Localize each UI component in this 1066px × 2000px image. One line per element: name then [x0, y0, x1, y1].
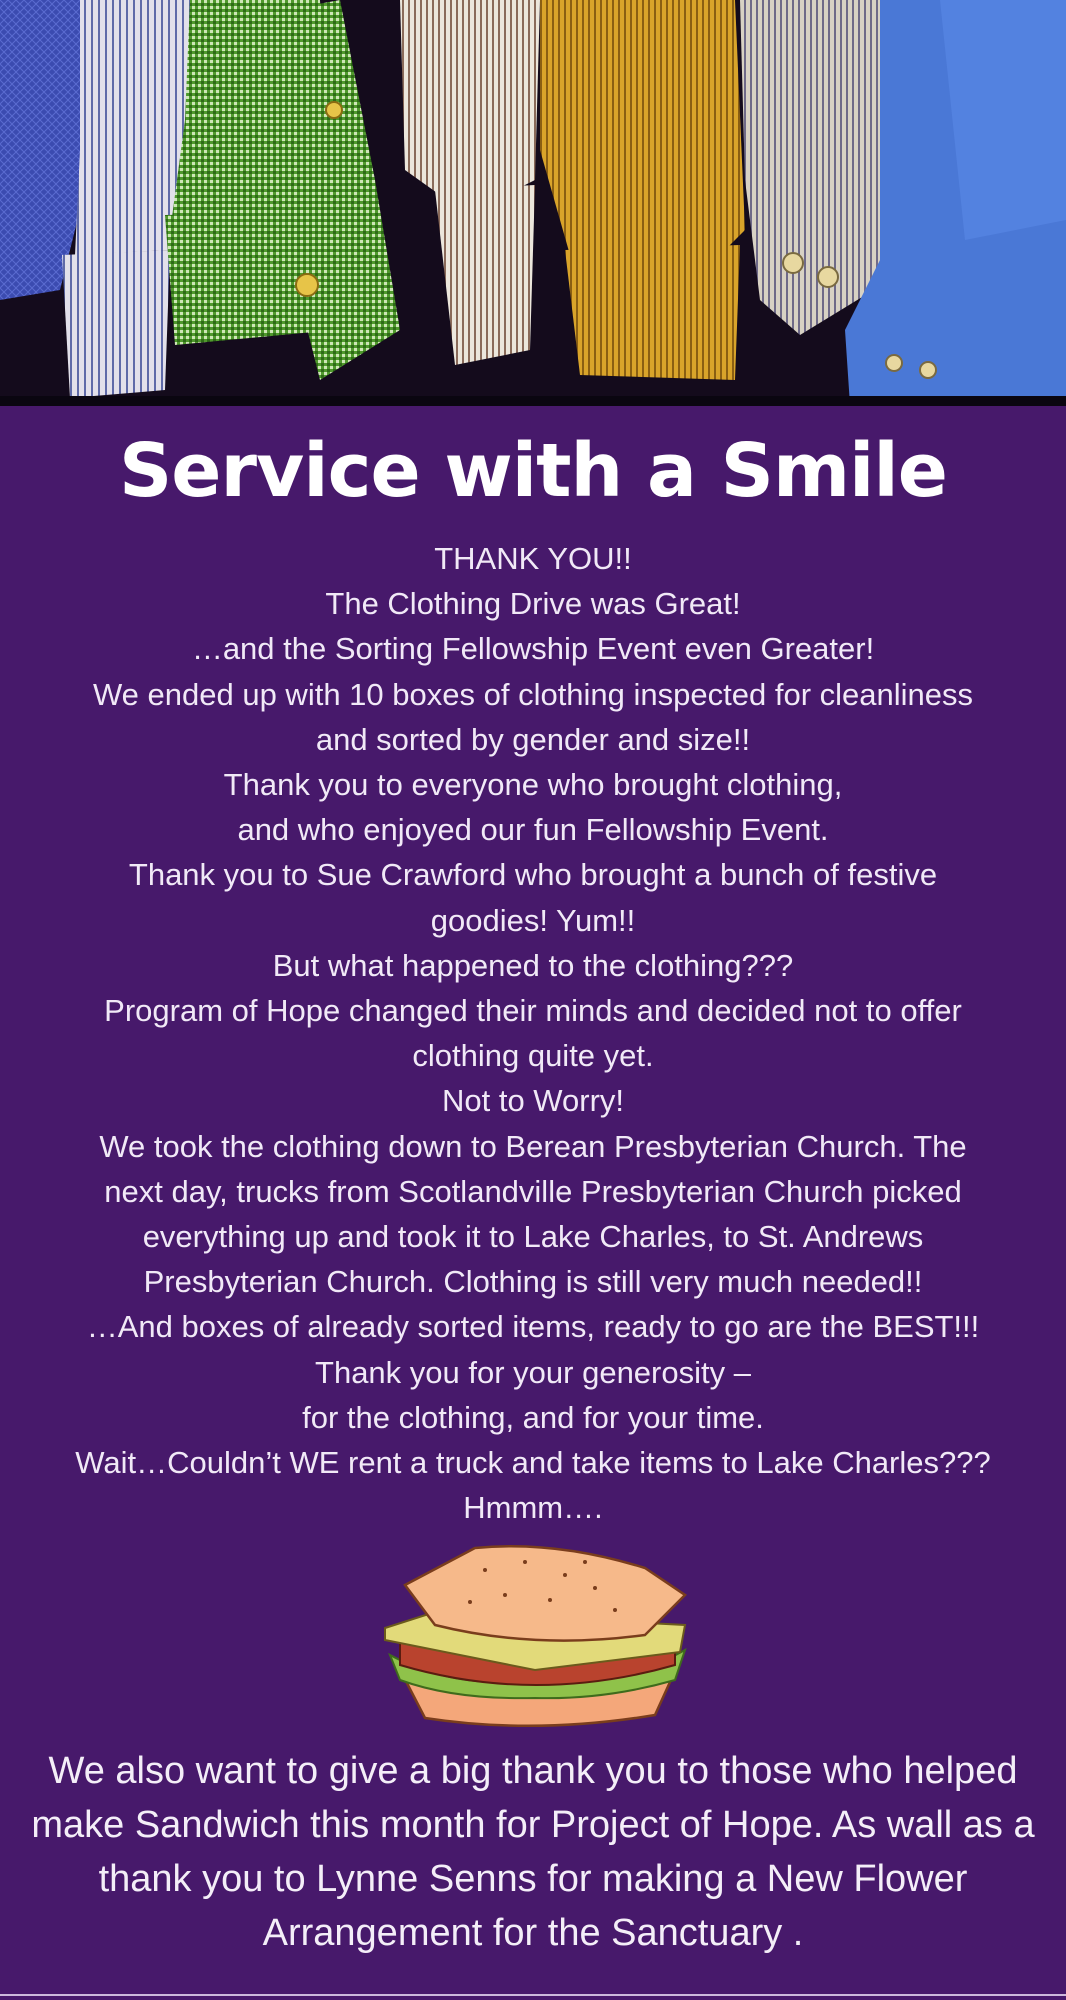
- body-line: and who enjoyed our fun Fellowship Event.: [237, 812, 829, 848]
- closing-line: make Sandwich this month for Project of Hope. As wall as a: [31, 1804, 1035, 1846]
- closing-line: thank you to Lynne Senns for making a New Flower: [98, 1858, 968, 1900]
- body-line: everything up and took it to Lake Charles, to St. Andrews: [142, 1219, 924, 1255]
- body-line: …And boxes of already sorted items, ready to go are the BEST!!!: [86, 1309, 980, 1345]
- body-line: But what happened to the clothing???: [272, 947, 794, 983]
- body-line: goodies! Yum!!: [430, 902, 636, 938]
- body-line: We ended up with 10 boxes of clothing inspected for cleanliness: [92, 676, 974, 712]
- body-line: clothing quite yet.: [412, 1038, 654, 1074]
- closing-message: [0, 1744, 1066, 1960]
- body-line: Not to Worry!: [441, 1083, 625, 1119]
- body-line: Thank you to Sue Crawford who brought a bunch of festive: [128, 857, 938, 893]
- body-line: Wait…Couldn’t WE rent a truck and take items to Lake Charles???: [75, 1445, 991, 1481]
- body-line: THANK YOU!!: [434, 541, 632, 576]
- body-line: for the clothing, and for your time.: [302, 1399, 764, 1435]
- shirt-sleeves-photo: [0, 0, 1066, 406]
- body-line: Presbyterian Church. Clothing is still very much needed!!: [143, 1264, 923, 1300]
- body-line: We took the clothing down to Berean Presbyterian Church. The: [99, 1128, 967, 1164]
- body-line: Thank you to everyone who brought clothing,: [223, 767, 843, 803]
- body-line: The Clothing Drive was Great!: [325, 586, 741, 622]
- body-line: …and the Sorting Fellowship Event even Greater!: [191, 631, 875, 667]
- body-line: Hmmm….: [463, 1490, 603, 1526]
- body-line: and sorted by gender and size!!: [315, 721, 751, 757]
- bottom-divider: [0, 1994, 1066, 1996]
- closing-line: Arrangement for the Sanctuary .: [262, 1912, 804, 1954]
- body-line: next day, trucks from Scotlandville Presbyterian Church picked: [104, 1173, 962, 1209]
- body-line: Program of Hope changed their minds and decided not to offer: [104, 993, 962, 1029]
- body-line: Thank you for your generosity –: [315, 1354, 751, 1390]
- sandwich-icon: [355, 1540, 717, 1730]
- body-text: [30, 536, 1036, 1530]
- page-title: Service with a Smile: [119, 428, 947, 514]
- closing-line: We also want to give a big thank you to those who helped: [48, 1750, 1018, 1792]
